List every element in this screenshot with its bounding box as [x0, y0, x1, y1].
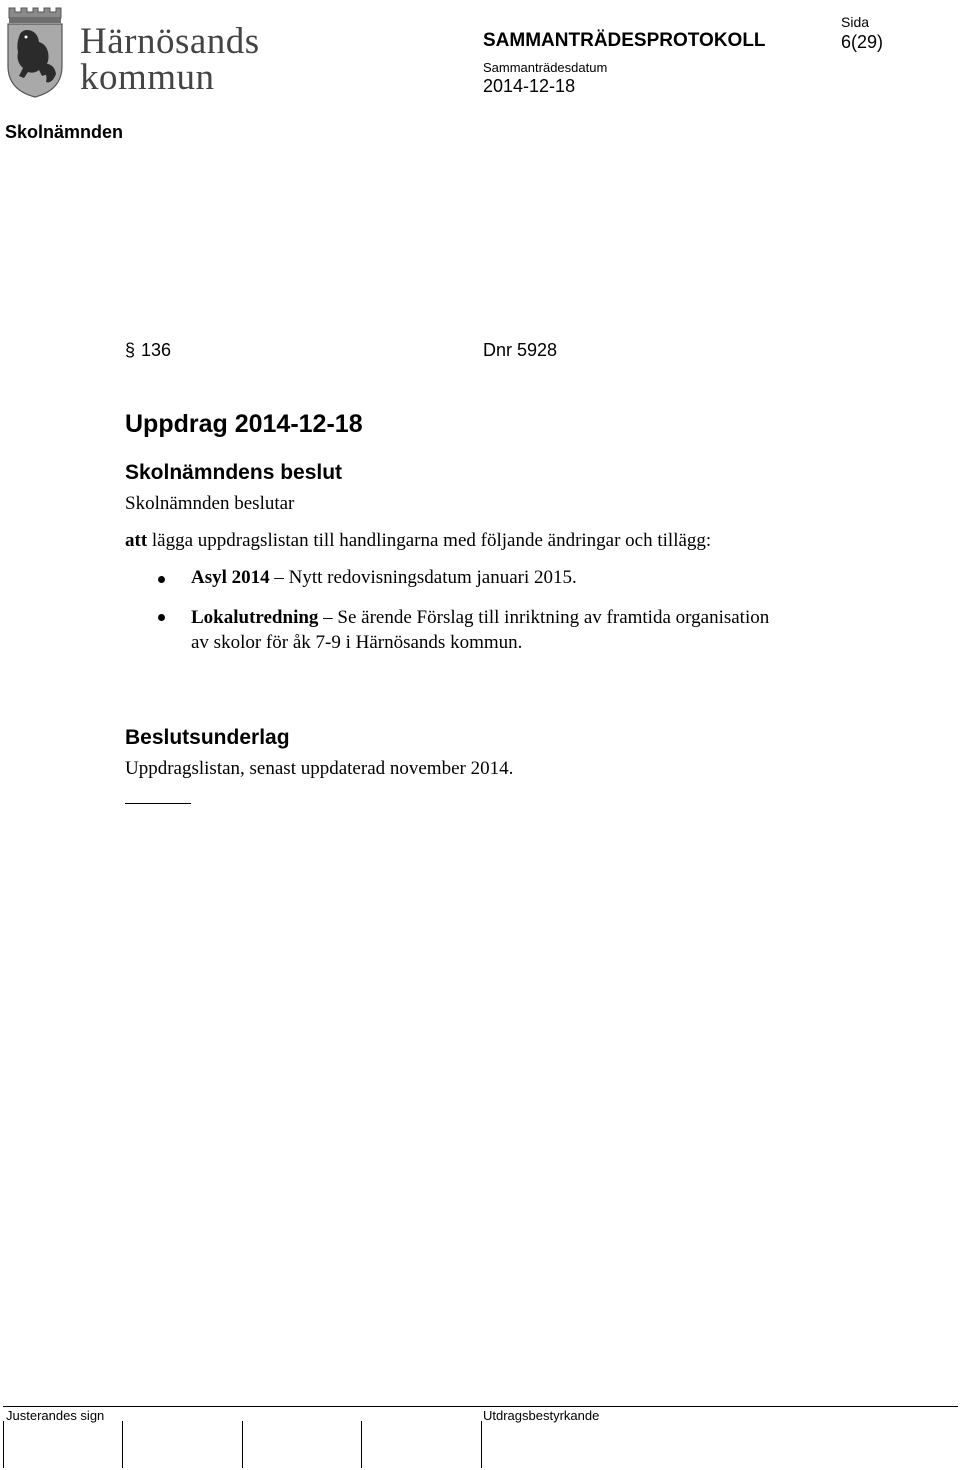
- logo-wordmark-line2: kommun: [80, 57, 215, 98]
- decision-intro: Skolnämnden beslutar: [125, 493, 295, 514]
- signature-box-divider: [3, 1421, 4, 1468]
- decision-statement: [125, 530, 711, 552]
- bullet-icon: [158, 576, 165, 583]
- list-item-text: – Se ärende Förslag till inriktning av framtida organisation av skolor för åk 7-9 i Härnösands kommun.: [191, 607, 770, 653]
- list-item-text: – Nytt redovisningsdatum januari 2015.: [269, 567, 577, 588]
- signature-box-divider: [481, 1421, 482, 1468]
- signature-label: Justerandes sign: [6, 1408, 105, 1423]
- basis-heading: Beslutsunderlag: [125, 726, 290, 749]
- basis-text: Uppdragslistan, senast uppdaterad november 2014.: [125, 758, 514, 779]
- committee-name: Skolnämnden: [5, 122, 124, 142]
- municipal-coat-of-arms-logo: [6, 4, 64, 99]
- signature-box-divider: [242, 1421, 243, 1468]
- separator-line: [125, 803, 191, 804]
- list-item: [191, 605, 791, 655]
- paragraph-number: 136: [141, 340, 172, 360]
- section-title: Uppdrag 2014-12-18: [125, 410, 363, 438]
- certification-label: Utdragsbestyrkande: [483, 1408, 600, 1423]
- meeting-date-label: Sammanträdesdatum: [483, 60, 608, 75]
- logo-wordmark-line1: Härnösands: [80, 21, 260, 62]
- page-label: Sida: [841, 14, 870, 30]
- signature-box-divider: [361, 1421, 362, 1468]
- list-item-title: Lokalutredning: [191, 607, 319, 628]
- signature-box-divider: [122, 1421, 123, 1468]
- paragraph-mark: §: [125, 340, 136, 360]
- att-keyword: att: [125, 530, 148, 551]
- decision-heading: Skolnämndens beslut: [125, 461, 343, 484]
- bullet-icon: [158, 614, 165, 621]
- decision-statement-text: lägga uppdragslistan till handlingarna med följande ändringar och tillägg:: [147, 530, 712, 551]
- list-item-title: Asyl 2014: [191, 567, 270, 588]
- list-item: [191, 567, 577, 589]
- registration-number: Dnr 5928: [483, 340, 558, 360]
- meeting-date-value: 2014-12-18: [483, 76, 576, 96]
- page-number: 6(29): [841, 32, 884, 52]
- protocol-title: SAMMANTRÄDESPROTOKOLL: [483, 30, 766, 51]
- footer-divider: [3, 1406, 958, 1407]
